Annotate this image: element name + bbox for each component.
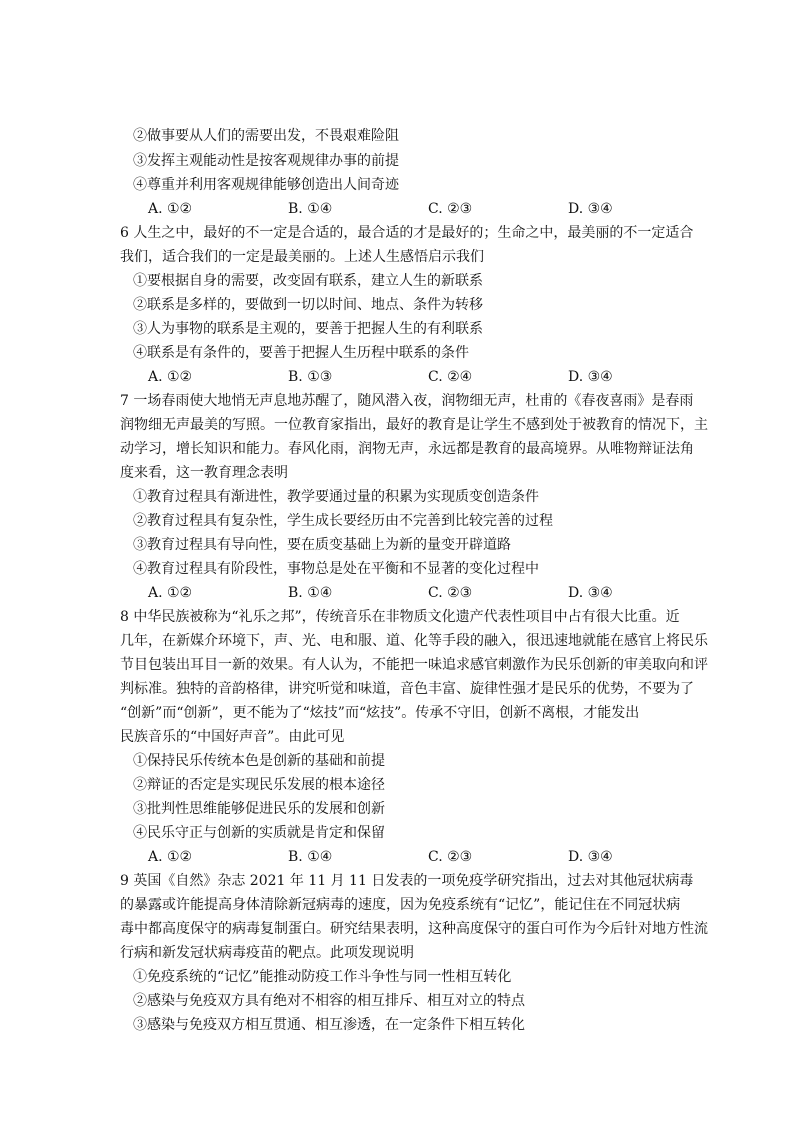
- q9-statement-3: ③感染与免疫双方相互贯通、相互渗透，在一定条件下相互转化: [133, 1017, 525, 1033]
- q7-choice-b[interactable]: B. ①④: [288, 585, 333, 601]
- q9-statement-2: ②感染与免疫双方具有绝对不相容的相互排斥、相互对立的特点: [133, 993, 525, 1009]
- q8-choice-c[interactable]: C. ②③: [428, 849, 473, 865]
- q9-stem-line-2: 的暴露或许能提高身体清除新冠病毒的速度，因为免疫系统有“记忆”，能记住在不同冠状病: [120, 897, 681, 913]
- q6-choice-d[interactable]: D. ③④: [568, 369, 613, 385]
- q6-statement-2: ②联系是多样的，要做到一切以时间、地点、条件为转移: [133, 297, 483, 313]
- q8-stem-line-6: 民族音乐的“中国好声音”。由此可见: [120, 729, 345, 745]
- q6-choices: [0, 367, 794, 389]
- q6-stem-line-2: 我们，适合我们的一定是最美丽的。上述人生感悟启示我们: [120, 249, 484, 265]
- q9-stem-line-3: 毒中都高度保守的病毒复制蛋白。研究结果表明，这种高度保守的蛋白可作为今后针对地方性流: [120, 921, 708, 937]
- q7-stem-line-4: 度来看，这一教育理念表明: [120, 465, 288, 481]
- q7-statement-2: ②教育过程具有复杂性，学生成长要经历由不完善到比较完善的过程: [133, 513, 553, 529]
- q7-stem-line-1: 7 一场春雨使大地悄无声息地苏醒了，随风潜入夜，润物细无声，杜甫的《春夜喜雨》是春雨: [120, 393, 694, 409]
- q6-choice-b[interactable]: B. ①③: [288, 369, 333, 385]
- q8-choice-d[interactable]: D. ③④: [568, 849, 613, 865]
- q6-choice-c[interactable]: C. ②④: [428, 369, 473, 385]
- q6-statement-4: ④联系是有条件的，要善于把握人生历程中联系的条件: [133, 345, 469, 361]
- q5-statement-2: ②做事要从人们的需要出发，不畏艰难险阻: [133, 128, 399, 144]
- q7-statement-1: ①教育过程具有渐进性，教学要通过量的积累为实现质变创造条件: [133, 489, 539, 505]
- q7-choice-c[interactable]: C. ②③: [428, 585, 473, 601]
- q6-statement-1: ①要根据自身的需要，改变固有联系，建立人生的新联系: [133, 273, 483, 289]
- q8-statement-4: ④民乐守正与创新的实质就是肯定和保留: [133, 825, 385, 841]
- q8-stem-line-5: “创新”而“创新”，更不能为了“炫技”而“炫技”。传承不守旧，创新不离根，才能发出: [120, 705, 640, 721]
- q5-choice-a[interactable]: A. ①②: [148, 201, 193, 217]
- q7-stem-line-3: 动学习，增长知识和能力。春风化雨，润物无声，永远都是教育的最高境界。从唯物辩证法角: [120, 441, 694, 457]
- q6-statement-3: ③人为事物的联系是主观的，要善于把握人生的有利联系: [133, 321, 483, 337]
- q8-choices: [0, 847, 794, 869]
- q9-stem-line-4: 行病和新发冠状病毒疫苗的靶点。此项发现说明: [120, 945, 414, 961]
- q8-stem-line-2: 几年，在新媒介环境下，声、光、电和服、道、化等手段的融入，很迅速地就能在感官上将民乐: [120, 633, 708, 649]
- q7-choice-d[interactable]: D. ③④: [568, 585, 613, 601]
- q7-stem-line-2: 润物细无声最美的写照。一位教育家指出，最好的教育是让学生不感到处于被教育的情况下，主: [120, 417, 708, 433]
- q8-stem-line-3: 节目包装出耳目一新的效果。有人认为，不能把一味追求感官刺激作为民乐创新的审美取向和评: [120, 657, 708, 673]
- q5-statement-3: ③发挥主观能动性是按客观规律办事的前提: [133, 153, 399, 169]
- q8-choice-a[interactable]: A. ①②: [148, 849, 193, 865]
- q8-statement-3: ③批判性思维能够促进民乐的发展和创新: [133, 801, 385, 817]
- q8-choice-b[interactable]: B. ①④: [288, 849, 333, 865]
- q8-stem-line-4: 判标准。独特的音韵格律，讲究听觉和味道，音色丰富、旋律性强才是民乐的优势，不要为了: [120, 681, 694, 697]
- q8-statement-2: ②辩证的否定是实现民乐发展的根本途径: [133, 777, 385, 793]
- q7-choice-a[interactable]: A. ①②: [148, 585, 193, 601]
- q5-choices: [0, 199, 794, 221]
- q6-stem-line-1: 6 人生之中，最好的不一定是合适的，最合适的才是最好的；生命之中，最美丽的不一定适合: [120, 225, 694, 241]
- q7-statement-3: ③教育过程具有导向性，要在质变基础上为新的量变开辟道路: [133, 537, 511, 553]
- q5-choice-d[interactable]: D. ③④: [568, 201, 613, 217]
- q6-choice-a[interactable]: A. ①②: [148, 369, 193, 385]
- q5-statement-4: ④尊重并利用客观规律能够创造出人间奇迹: [133, 177, 399, 193]
- q5-choice-c[interactable]: C. ②③: [428, 201, 473, 217]
- q7-choices: [0, 583, 794, 605]
- q9-statement-1: ①免疫系统的“记忆”能推动防疫工作斗争性与同一性相互转化: [133, 969, 512, 985]
- q9-stem-line-1: 9 英国《自然》杂志 2021 年 11 月 11 日发表的一项免疫学研究指出，过去对其他冠状病毒: [120, 873, 694, 889]
- q5-choice-b[interactable]: B. ①④: [288, 201, 333, 217]
- q8-statement-1: ①保持民乐传统本色是创新的基础和前提: [133, 753, 385, 769]
- q7-statement-4: ④教育过程具有阶段性，事物总是处在平衡和不显著的变化过程中: [133, 561, 539, 577]
- q8-stem-line-1: 8 中华民族被称为“礼乐之邦”，传统音乐在非物质文化遗产代表性项目中占有很大比重。近: [120, 609, 680, 625]
